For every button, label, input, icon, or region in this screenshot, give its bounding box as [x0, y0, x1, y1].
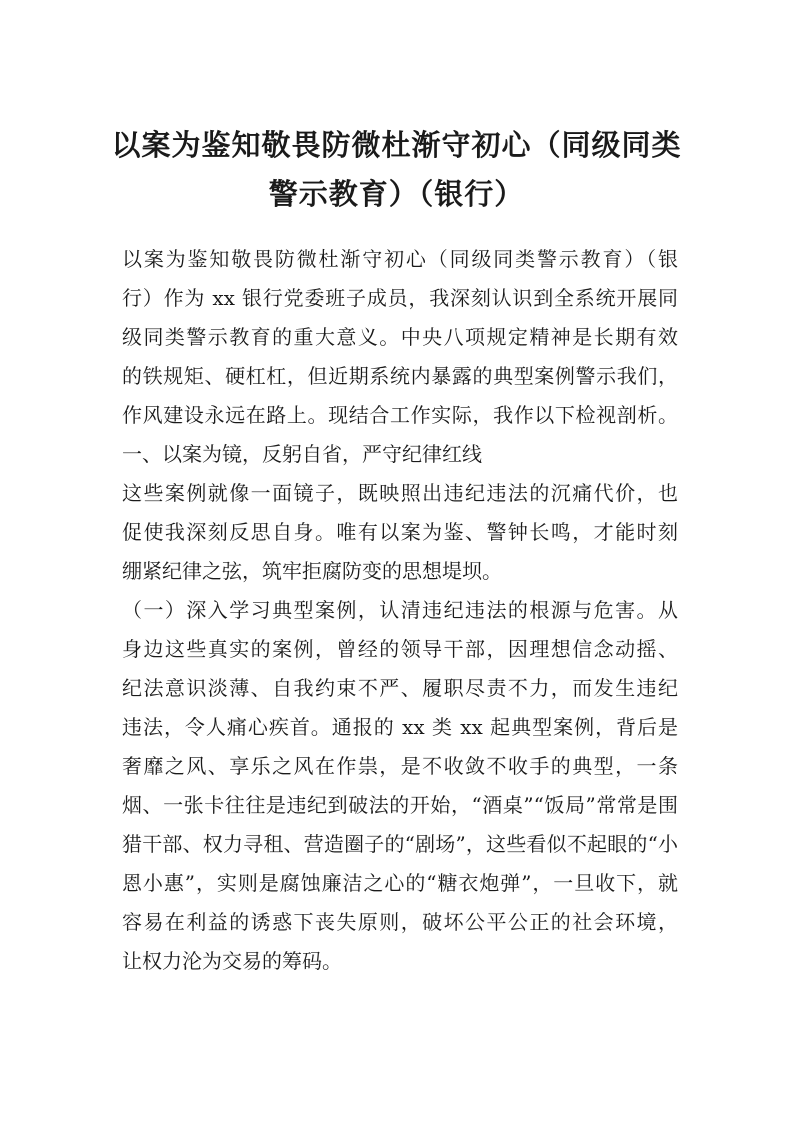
body-line: 以案为鉴知敬畏防微杜渐守初心（同级同类警示教育）（银: [122, 247, 678, 271]
body-line: 促使我深刻反思自身。唯有以案为鉴、警钟长鸣，才能时刻: [122, 520, 678, 544]
body-line: 行）作为 xx 银行党委班子成员，我深刻认识到全系统开展同: [122, 286, 678, 310]
body-line: 让权力沦为交易的筹码。: [122, 949, 342, 973]
body-line: 的铁规矩、硬杠杠，但近期系统内暴露的典型案例警示我们，: [122, 364, 678, 388]
body-line: 恩小惠”，实则是腐蚀廉洁之心的“糖衣炮弹”，一旦收下，就: [122, 871, 678, 895]
body-line: 烟、一张卡往往是违纪到破法的开始，“酒桌”“饭局”常常是围: [122, 793, 678, 817]
body-line: 级同类警示教育的重大意义。中央八项规定精神是长期有效: [122, 325, 678, 349]
body-line: 容易在利益的诱惑下丧失原则，破坏公平公正的社会环境，: [122, 910, 678, 934]
body-line: 作风建设永远在路上。现结合工作实际，我作以下检视剖析。: [122, 403, 678, 427]
document-title-line-1: 以案为鉴知敬畏防微杜渐守初心（同级同类: [111, 128, 682, 162]
document-title-line-2: 警示教育）（银行）: [268, 177, 525, 211]
body-line: 这些案例就像一面镜子，既映照出违纪违法的沉痛代价，也: [122, 481, 678, 505]
body-line: 纪法意识淡薄、自我约束不严、履职尽责不力，而发生违纪: [122, 676, 678, 700]
body-line: 奢靡之风、享乐之风在作祟，是不收敛不收手的典型，一条: [122, 754, 678, 778]
body-line: 身边这些真实的案例，曾经的领导干部，因理想信念动摇、: [122, 637, 678, 661]
subsection-heading-line: （一）深入学习典型案例，认清违纪违法的根源与危害。从: [122, 598, 678, 622]
body-line: 违法，令人痛心疾首。通报的 xx 类 xx 起典型案例，背后是: [122, 715, 678, 739]
section-heading: 一、以案为镜，反躬自省，严守纪律红线: [122, 442, 482, 466]
body-line: 猎干部、权力寻租、营造圈子的“剧场”，这些看似不起眼的“小: [122, 832, 678, 856]
body-line: 绷紧纪律之弦，筑牢拒腐防变的思想堤坝。: [122, 559, 502, 583]
document-body: [122, 240, 682, 981]
